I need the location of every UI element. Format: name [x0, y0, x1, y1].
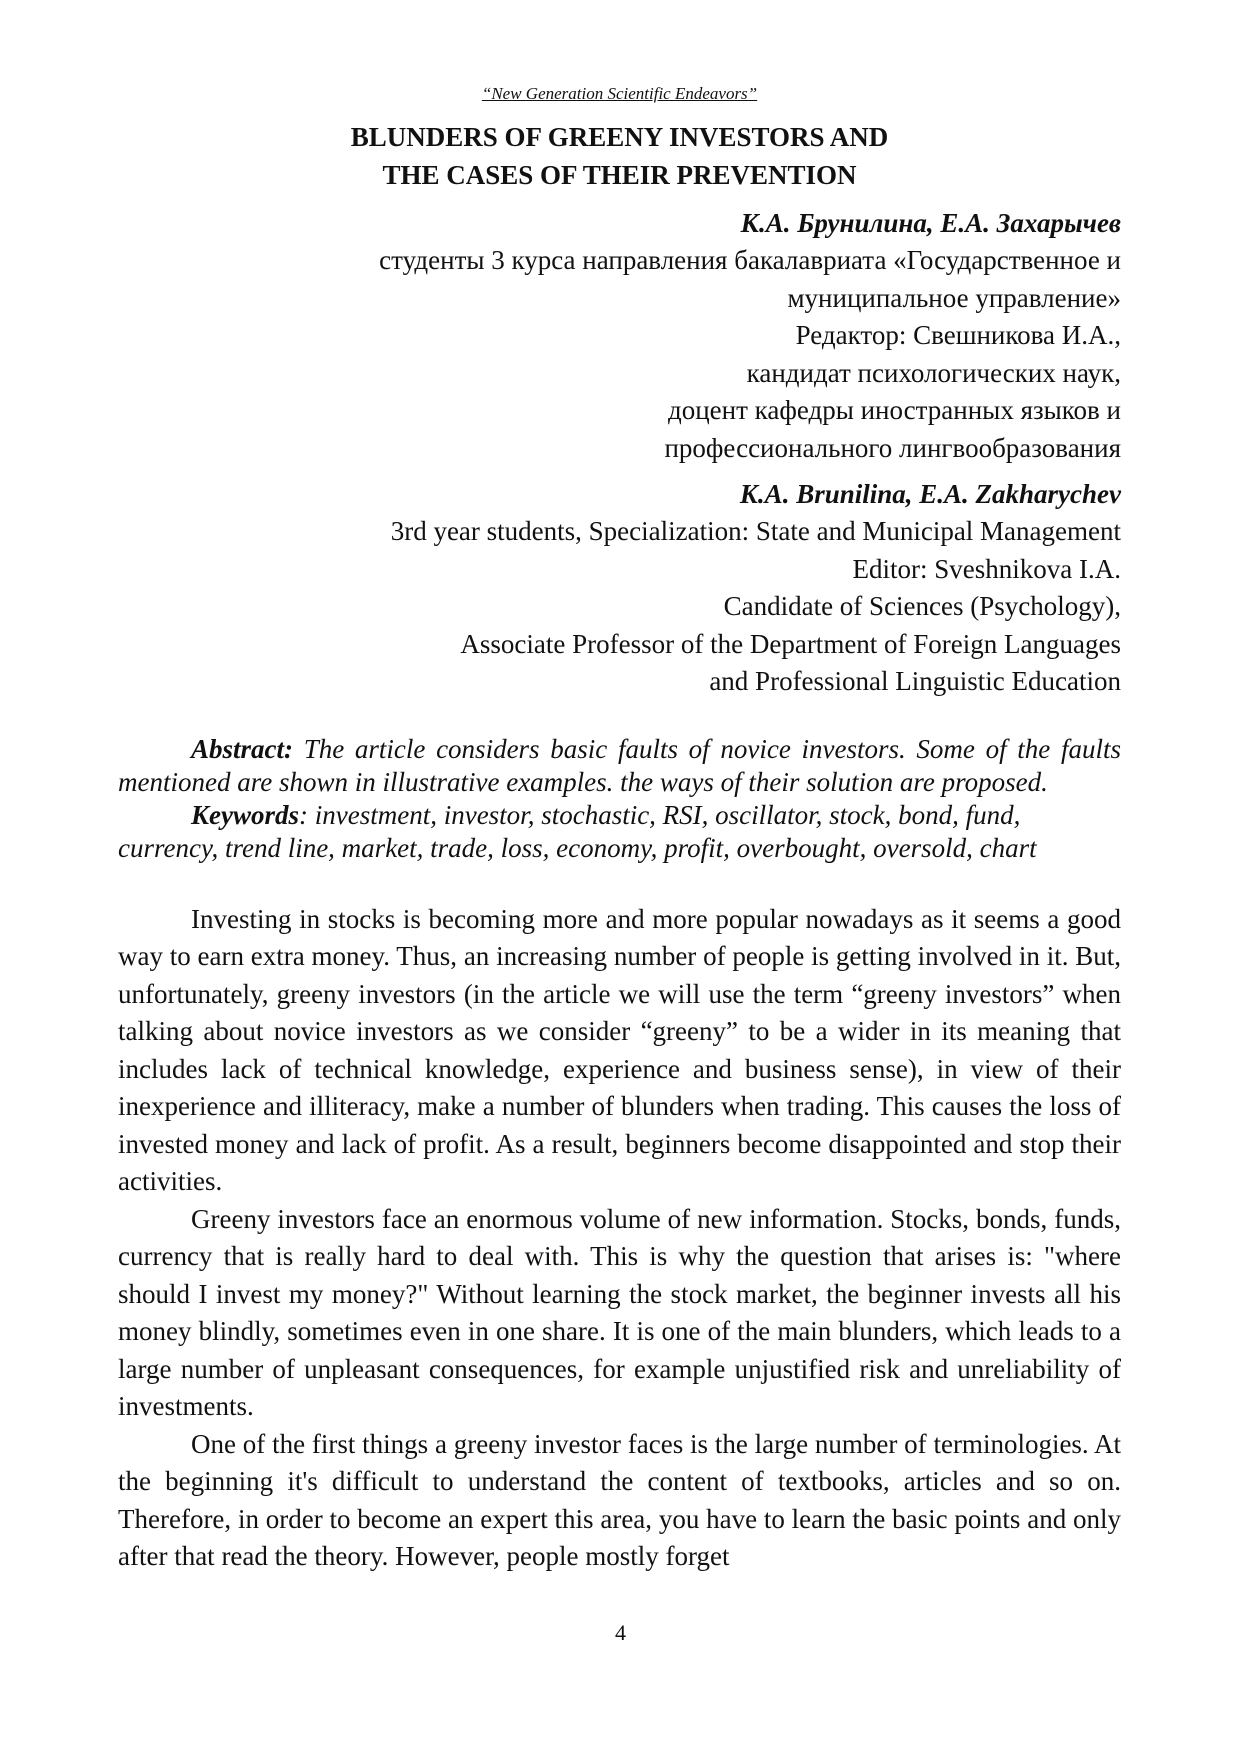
body-paragraph: One of the first things a greeny investor faces is the large number of terminologies. At the beginning it's difficult to understand the content of textbooks, articles and so on. Therefore, in order to become an expert this area, you have to learn the basic points and only after that read the theory. However, people mostly forget — [118, 1428, 1121, 1571]
abstract-label: Abstract: — [191, 733, 294, 764]
affiliation-line: кандидат психологических наук, — [746, 357, 1121, 388]
authors-ru: К.А. Брунилина, Е.А. Захарычев — [740, 208, 1121, 238]
authors-en: K.A. Brunilina, E.A. Zakharychev — [739, 479, 1121, 509]
body-paragraph: Greeny investors face an enormous volume of new information. Stocks, bonds, funds, currency that is really hard to deal with. This is why the question that arises is: "where should I invest my money?" Without learning the stock market, the beginner invests all his money blindly, sometimes even in one share. It is one of the main blunders, which leads to a large number of unpleasant consequences, for example unjustified risk and unreliability of investments. — [118, 1203, 1121, 1421]
document-page — [118, 84, 1121, 1576]
body-paragraph: Investing in stocks is becoming more and more popular nowadays as it seems a good way to earn extra money. Thus, an increasing number of people is getting involved in it. But, unfortunately, greeny investors (in the article we will use the term “greeny investors” when talking about novice investors as we consider “greeny” to be a wider in its meaning that includes lack of technical knowledge, experience and business sense), in view of their inexperience and illiteracy, make a number of blunders when trading. This causes the loss of invested money and lack of profit. As a result, beginners become disappointed and stop their activities. — [118, 903, 1121, 1196]
page-number: 4 — [615, 1620, 626, 1645]
affiliation-line: профессионального лингвообразования — [664, 432, 1121, 463]
article-body — [118, 901, 1121, 1576]
keywords — [118, 799, 1121, 865]
affiliation-line: студенты 3 курса направления бакалавриата «Государственное и — [379, 245, 1121, 275]
affiliation-line: Associate Professor of the Department of Foreign Languages — [460, 628, 1121, 659]
affiliation-line: доцент кафедры иностранных языков и — [668, 395, 1121, 425]
abstract — [118, 733, 1121, 799]
keywords-label: Keywords — [191, 799, 299, 830]
affiliation-line: and Professional Linguistic Education — [709, 666, 1121, 696]
affiliation-line: муниципальное управление» — [787, 282, 1121, 313]
affiliation-line: Candidate of Sciences (Psychology), — [723, 591, 1121, 621]
article-title — [118, 118, 1121, 194]
affiliation-line: 3rd year students, Specialization: State and Municipal Management — [390, 516, 1121, 546]
running-header: “New Generation Scientific Endeavors” — [481, 84, 758, 103]
affiliation-line: Editor: Sveshnikova I.A. — [852, 553, 1121, 584]
affiliation-en — [118, 513, 1121, 701]
affiliation-line: Редактор: Свешникова И.А., — [795, 320, 1121, 350]
title-line: THE CASES OF THEIR PREVENTION — [382, 160, 857, 190]
title-line: BLUNDERS OF GREENY INVESTORS AND — [350, 122, 889, 152]
affiliation-ru — [118, 242, 1121, 467]
keywords-text: : investment, investor, stochastic, RSI, oscillator, stock, bond, fund, currency, trend line, market, trade, loss, economy, profit, overbought, oversold, chart — [118, 799, 1037, 863]
abstract-text: The article considers basic faults of novice investors. Some of the faults mentioned are shown in illustrative examples. the ways of their solution are proposed. — [118, 733, 1121, 797]
